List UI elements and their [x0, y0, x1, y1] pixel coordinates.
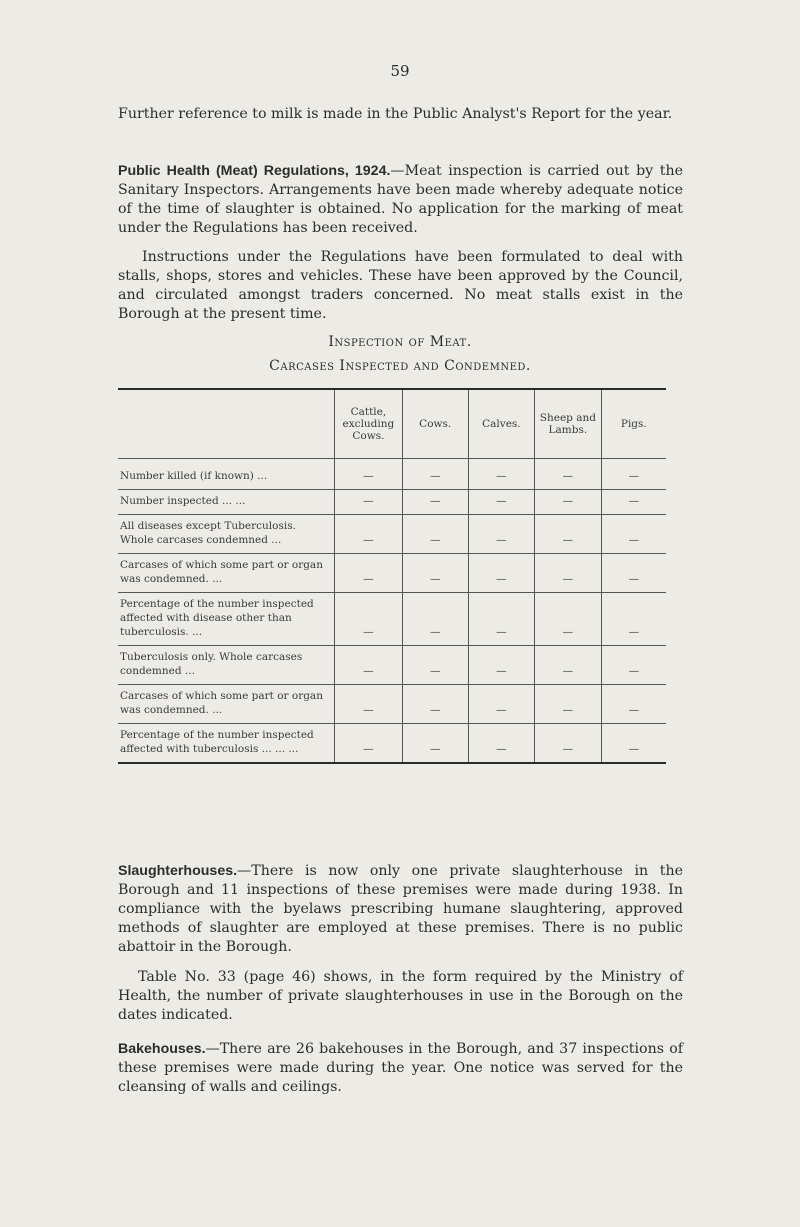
cell-value: — — [468, 724, 534, 764]
page-number: 59 — [390, 62, 410, 80]
cell-value: — — [402, 490, 468, 515]
cell-value: — — [402, 646, 468, 685]
row-label: Carcases of which some part or organ was condemned. ... — [118, 685, 335, 724]
meat-regulations-paragraph — [118, 162, 683, 238]
table-subtitle: Carcases Inspected and Condemned. — [269, 358, 531, 374]
meat-regulations-text: —Meat inspection is carried out by the Sanitary Inspectors. Arrangements have been made whereby adequate notice of the time of slaughter is obtained. No application for the marking of meat under the Regulations has been received. — [118, 163, 683, 236]
cell-value: — — [468, 646, 534, 685]
cell-value: — — [535, 685, 602, 724]
cell-value: — — [535, 515, 602, 554]
row-label: Percentage of the number inspected affected with tuberculosis ... ... ... — [118, 724, 335, 764]
cell-value: — — [601, 685, 666, 724]
row-label: Number inspected ... ... — [118, 490, 335, 515]
cell-value: — — [535, 724, 602, 764]
cell-value: — — [535, 490, 602, 515]
cell-value: — — [335, 554, 403, 593]
cell-value: — — [535, 554, 602, 593]
row-label: Percentage of the number inspected affected with disease other than tuberculosis. ... — [118, 593, 335, 646]
column-header: Calves. — [468, 389, 534, 459]
table-header-row — [118, 389, 666, 459]
row-label: All diseases except Tuberculosis. Whole carcases condemned ... — [118, 515, 335, 554]
cell-value: — — [601, 593, 666, 646]
table-row — [118, 515, 666, 554]
table-row — [118, 685, 666, 724]
table-row — [118, 724, 666, 764]
meat-regulations-heading: Public Health (Meat) Regulations, 1924. — [118, 163, 391, 179]
table-row — [118, 459, 666, 490]
cell-value: — — [335, 593, 403, 646]
table-row — [118, 646, 666, 685]
cell-value: — — [468, 490, 534, 515]
cell-value: — — [402, 593, 468, 646]
cell-value: — — [601, 554, 666, 593]
column-header: Cattle, excluding Cows. — [335, 389, 403, 459]
cell-value: — — [402, 554, 468, 593]
table-title: Inspection of Meat. — [328, 334, 472, 350]
cell-value: — — [335, 459, 403, 490]
cell-value: — — [601, 724, 666, 764]
slaughterhouses-text: —There is now only one private slaughterhouse in the Borough and 11 inspections of these premises were made during 1938. In compliance with the byelaws prescribing humane slaughtering, approved methods of slaughter are employed at these premises. There is no public abattoir in the Borough. — [118, 863, 683, 955]
cell-value: — — [335, 515, 403, 554]
header-blank — [118, 389, 335, 459]
cell-value: — — [535, 646, 602, 685]
bakehouses-paragraph — [118, 1040, 683, 1097]
cell-value: — — [601, 490, 666, 515]
column-header: Sheep and Lambs. — [535, 389, 602, 459]
column-header: Cows. — [402, 389, 468, 459]
row-label: Carcases of which some part or organ was condemned. ... — [118, 554, 335, 593]
cell-value: — — [335, 724, 403, 764]
meat-inspection-table — [118, 388, 666, 764]
slaughterhouses-paragraph — [118, 862, 683, 957]
row-label: Number killed (if known) ... — [118, 459, 335, 490]
cell-value: — — [535, 593, 602, 646]
cell-value: — — [468, 554, 534, 593]
table33-paragraph: Table No. 33 (page 46) shows, in the form required by the Ministry of Health, the number of private slaughterhouses in use in the Borough on the dates indicated. — [118, 969, 683, 1023]
cell-value: — — [335, 685, 403, 724]
column-header: Pigs. — [601, 389, 666, 459]
cell-value: — — [468, 685, 534, 724]
bakehouses-heading: Bakehouses. — [118, 1041, 206, 1057]
slaughterhouses-heading: Slaughterhouses. — [118, 863, 238, 879]
table-row — [118, 490, 666, 515]
cell-value: — — [601, 515, 666, 554]
cell-value: — — [468, 459, 534, 490]
table-row — [118, 593, 666, 646]
cell-value: — — [601, 459, 666, 490]
cell-value: — — [335, 490, 403, 515]
bakehouses-text: —There are 26 bakehouses in the Borough, and 37 inspections of these premises were made during the year. One notice was served for the cleansing of walls and ceilings. — [118, 1041, 683, 1095]
instructions-paragraph: Instructions under the Regulations have been formulated to deal with stalls, shops, stores and vehicles. These have been approved by the Council, and circulated amongst traders concerned. No meat stalls exist in the Borough at the present time. — [118, 249, 683, 322]
cell-value: — — [402, 685, 468, 724]
cell-value: — — [335, 646, 403, 685]
cell-value: — — [601, 646, 666, 685]
cell-value: — — [468, 515, 534, 554]
cell-value: — — [468, 593, 534, 646]
cell-value: — — [535, 459, 602, 490]
cell-value: — — [402, 459, 468, 490]
cell-value: — — [402, 724, 468, 764]
row-label: Tuberculosis only. Whole carcases condemned ... — [118, 646, 335, 685]
table-row — [118, 554, 666, 593]
cell-value: — — [402, 515, 468, 554]
intro-paragraph: Further reference to milk is made in the Public Analyst's Report for the year. — [118, 106, 673, 122]
